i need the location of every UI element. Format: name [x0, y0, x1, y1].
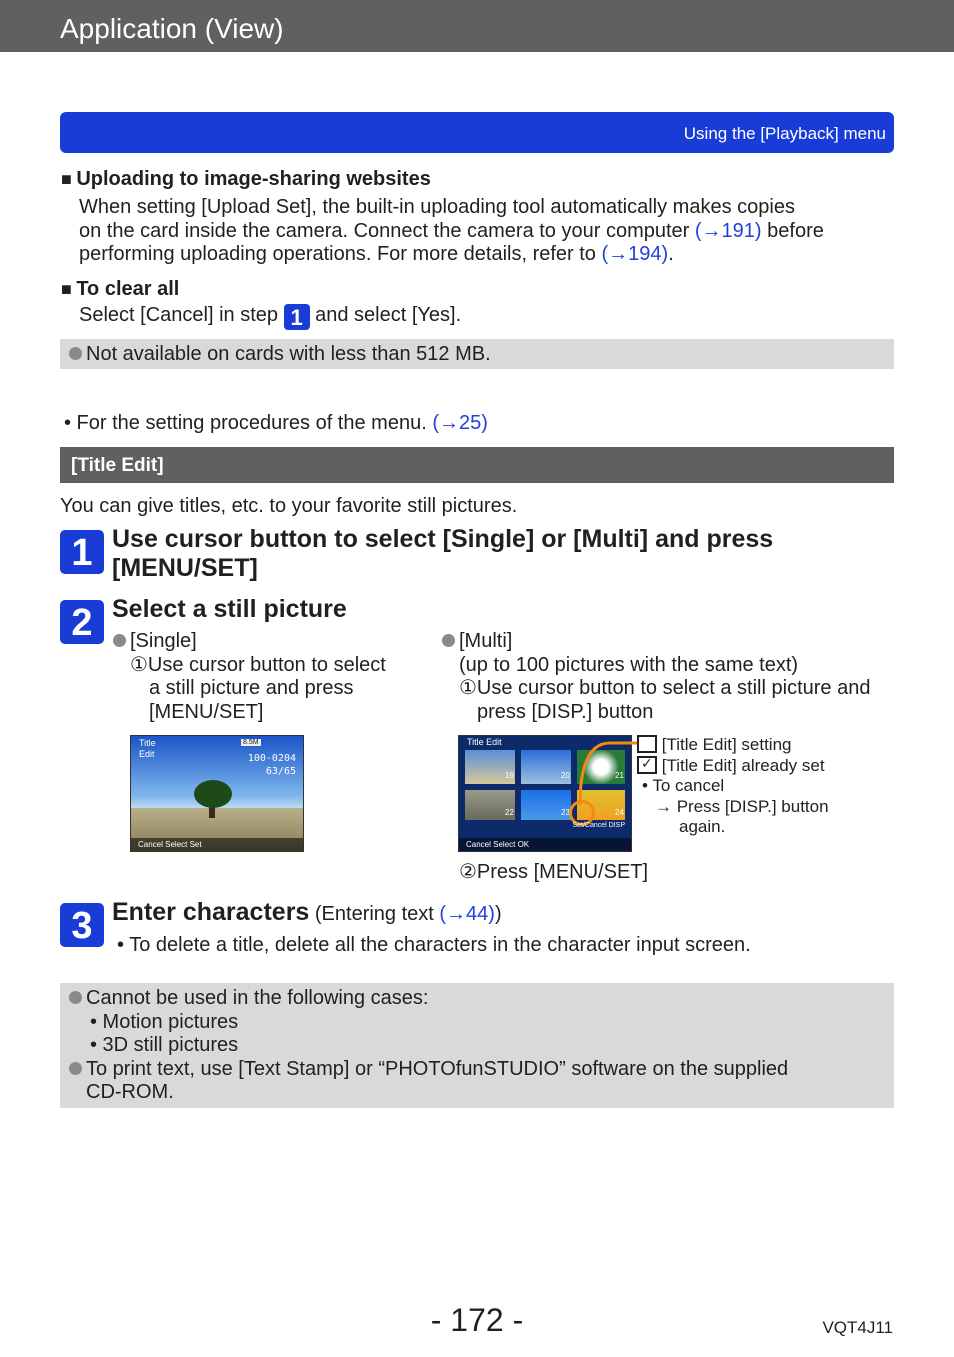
square-bullet-icon: ■ — [61, 279, 72, 299]
intro-text: You can give titles, etc. to your favorite still pictures. — [60, 495, 518, 517]
procedure-note: • For the setting procedures of the menu. (→25) — [64, 412, 488, 434]
section-title: [Title Edit] — [71, 455, 164, 476]
clear-heading: To clear all — [76, 278, 180, 300]
size-badge: 8.5M — [243, 739, 259, 746]
step-3-title: Enter characters (Entering text (→44)) — [112, 898, 502, 926]
legend-cancel3: again. — [679, 817, 726, 836]
clear-text: Select [Cancel] in step 1 and select [Yes]. — [79, 304, 462, 330]
legend-already: [Title Edit] already set — [661, 755, 825, 775]
thumb-num-22: 22 — [505, 808, 514, 817]
header-bar — [0, 0, 954, 52]
upload-heading: Uploading to image-sharing websites — [76, 168, 431, 190]
page-number: - 172 - — [430, 1302, 524, 1338]
single-line1: ①Use cursor button to select — [130, 653, 386, 676]
upload-heading-row — [61, 168, 431, 191]
upload-line3: performing uploading operations. For more details, refer to (→194). — [79, 243, 674, 265]
link-25[interactable]: (→25) — [432, 412, 488, 434]
notes-box — [60, 983, 894, 1108]
screen-foot: Cancel Select Set — [131, 838, 304, 851]
single-line2: a still picture and press — [149, 677, 354, 699]
bullet-icon — [113, 634, 126, 647]
step-1-badge: 1 — [60, 530, 104, 574]
step-3-note: • To delete a title, delete all the characters in the character input screen. — [117, 934, 751, 956]
press-menu-set: ②Press [MENU/SET] — [459, 861, 649, 883]
multi-block — [442, 630, 894, 724]
bullet-icon — [69, 991, 82, 1004]
multi-line1: (up to 100 pictures with the same text) — [459, 653, 799, 676]
multi-screen-foot2: Set/Cancel DISP — [572, 822, 625, 829]
thumb-num-21: 21 — [615, 771, 624, 780]
single-line3: [MENU/SET] — [149, 700, 264, 723]
legend-cancel2: → Press [DISP.] button — [655, 796, 829, 816]
note-print2: CD-ROM. — [86, 1081, 174, 1103]
thumb-num-20: 20 — [561, 771, 570, 780]
legend-cancel: • To cancel — [642, 776, 725, 795]
doc-code: VQT4J11 — [822, 1318, 893, 1337]
single-block — [113, 630, 433, 724]
step-2-title: Select a still picture — [112, 595, 347, 623]
single-screen — [130, 735, 304, 852]
single-label: [Single] — [130, 630, 197, 652]
screen-title: Title — [139, 738, 156, 748]
note-print1: To print text, use [Text Stamp] or “PHOTOfunSTUDIO” software on the supplied — [86, 1057, 789, 1080]
multi-line3: press [DISP.] button — [477, 700, 654, 723]
link-194[interactable]: (→194) — [601, 243, 669, 265]
upload-paragraph — [79, 196, 894, 267]
legend-setting: [Title Edit] setting — [661, 735, 792, 754]
bullet-icon — [442, 634, 455, 647]
square-bullet-icon: ■ — [61, 169, 72, 189]
section-tab — [60, 112, 894, 153]
multi-screen-title: Title Edit — [467, 737, 502, 747]
note-case2: • 3D still pictures — [90, 1034, 239, 1056]
clear-heading-row — [61, 278, 179, 301]
section-title-bar — [60, 447, 894, 483]
step-ref-badge: 1 — [284, 304, 310, 330]
multi-screen-foot: Cancel Select OK — [459, 838, 632, 851]
note-cannot: Cannot be used in the following cases: — [86, 987, 429, 1009]
note-case1: • Motion pictures — [90, 1010, 239, 1033]
multi-legend — [637, 735, 894, 838]
note-512: Not available on cards with less than 512 MB. — [86, 343, 491, 365]
step-2-badge: 2 — [60, 600, 104, 644]
link-44[interactable]: (→44) — [439, 903, 495, 925]
thumb-num-19: 19 — [505, 771, 514, 780]
note-512-box — [60, 339, 894, 369]
multi-label: [Multi] — [459, 630, 513, 652]
link-191[interactable]: (→191) — [694, 219, 762, 242]
tree-icon — [194, 780, 232, 808]
screen-subtitle: Edit — [139, 749, 155, 759]
step-3-badge: 3 — [60, 903, 104, 947]
header-title: Application (View) — [60, 13, 284, 44]
screen-count: 63/65 — [265, 766, 296, 777]
title-edit-set-icon: ✓ — [637, 756, 657, 774]
screen-file: 100-0204 — [247, 753, 296, 764]
thumb-num-24: 24 — [615, 808, 624, 817]
multi-line2: ①Use cursor button to select a still picture and — [459, 677, 871, 699]
bullet-icon — [69, 347, 82, 360]
upload-line1: When setting [Upload Set], the built-in uploading tool automatically makes copies — [79, 196, 795, 218]
title-edit-setting-icon — [637, 735, 657, 753]
upload-line2: on the card inside the camera. Connect the camera to your computer (→191) before — [79, 219, 824, 242]
callout-line — [570, 735, 640, 815]
section-tab-label: Using the [Playback] menu — [683, 124, 886, 143]
thumb-num-23: 23 — [561, 808, 570, 817]
bullet-icon — [69, 1062, 82, 1075]
step-1-title: Use cursor button to select [Single] or [Multi] and press [MENU/SET] — [112, 525, 774, 582]
